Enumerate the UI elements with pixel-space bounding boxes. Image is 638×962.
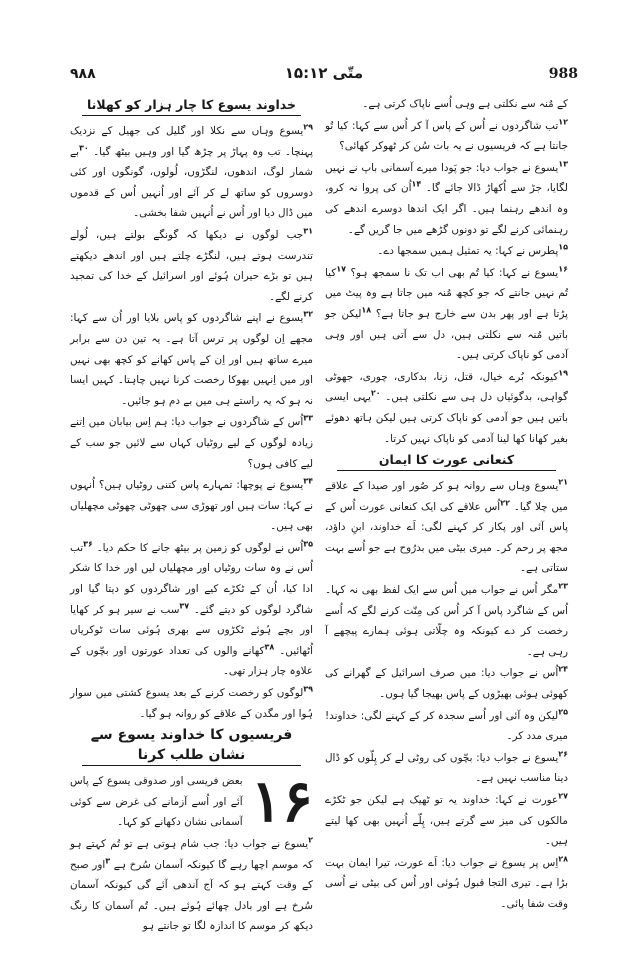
- verse-text: $^۲$یسوع نے جواب دیا: جب شام ہوتی ہے تو تُم کہتے ہو کہ موسم اچھا رہے گا کیونکہ آسمان سُرخ ہے $^۳$اور صبح کے وقت کہتے ہو کہ آج آندھی آئے گی کیونکہ آسمان سُرخ ہے اور بادل چھائے ہُوئے ہیں۔ تُم آسمان کا رنگ دیکھ کر موسم کا اندازہ لگا تو جانتے ہو: [70, 835, 313, 933]
- verse-text: $^{۲۳}$مگر اُس نے جواب میں اُس سے ایک لفظ بھی نہ کہا۔ اُس کے شاگرد پاس آ کر اُس کی مِنّت کرنے لگے کہ اُسے رخصت کر دے کیونکہ وہ چلّاتی ہوئی ہمارے پیچھے آ رہی ہے۔: [325, 581, 568, 658]
- left-column: [70, 94, 313, 933]
- verse-number: ۲: [308, 835, 313, 845]
- verse-number: ۳: [105, 856, 111, 866]
- chapter-opening: [70, 767, 313, 836]
- verse-number: ۱۵: [558, 242, 568, 252]
- verse-text: $^{۲۴}$اُس نے جواب دیا: میں صرف اسرائیل کے گھرانے کی کھوئی ہوئی بھیڑوں کے پاس بھیجا گیا ہوں۔: [325, 664, 568, 701]
- verse-number: ۱۹: [558, 368, 568, 378]
- verse-number: ۲۸: [558, 854, 568, 864]
- verse-number: ۳۰: [78, 143, 89, 153]
- verse-number: ۲۲: [500, 498, 510, 508]
- verse-number: ۲۷: [558, 791, 568, 801]
- verse-text: $^{۱۲}$تب شاگردوں نے اُس کے پاس آ کر اُس سے کہا: کیا تُو جانتا ہے کہ فریسیوں نے یہ بات سُن کر ٹھوکر کھائی؟: [325, 117, 568, 153]
- verse-text: $^{۳۵}$اُس نے لوگوں کو زمین پر بیٹھ جانے کا حکم دیا۔ $^{۳۶}$تب اُس نے وہ سات روٹیاں اور مچھلیاں لیں اور خدا کا شکر ادا کیا، اُن کے ٹکڑے کیے اور شاگردوں کو دیتا گیا اور شاگرد لوگوں کو دیتے گئے۔ $^{۳۷}$سب نے سیر ہو کر کھایا اور بچے ہُوئے ٹکڑوں سے بھری ہُوئی سات ٹوکریاں اُٹھائیں۔ $^{۳۸}$کھانے والوں کی تعداد عورتوں اور بچّوں کے علاوہ چار ہزار تھی۔: [70, 539, 313, 678]
- verse-number: ۱۶: [558, 264, 568, 274]
- page-header: [70, 66, 578, 88]
- verse-number: ۱۲: [558, 117, 568, 127]
- verse-text: $^{۳۲}$یسوع نے اپنے شاگردوں کو پاس بلایا اور اُن سے کہا: مجھے اِن لوگوں پر ترس آتا ہے۔ یہ تین دن سے برابر میرے ساتھ ہیں اور اِن کے پاس کھانے کو کچھ بھی نہیں اور میں اِنہیں بھوکا رخصت کرنا نہیں چاہتا۔ کہیں ایسا نہ ہو کہ یہ راستے ہی میں بے دم ہو جائیں۔: [70, 309, 313, 407]
- verse-number: ۳۸: [264, 642, 275, 652]
- page-number-latin: 988: [548, 66, 578, 82]
- verse-number: ۲۳: [558, 581, 568, 591]
- verse-number: ۲۴: [558, 664, 568, 674]
- verse-text: $^{۲۸}$اِس پر یسوع نے جواب دیا: اَے عورت، تیرا ایمان بہت بڑا ہے۔ تیری التجا قبول ہُوئی اور اُس کی بیٹی نے اُسی وقت شفا پائی۔: [325, 854, 568, 910]
- verse-text: $^{۱۳}$یسوع نے جواب دیا: جو پَودا میرے آسمانی باپ نے نہیں لگایا، جڑ سے اُکھاڑ ڈالا جائے گا۔ $^{۱۴}$اُن کی پروا نہ کرو، وہ اندھے رہنما ہیں۔ اگر ایک اندھا دوسرے اندھے کی رہنمائی کرنے لگے تو دونوں گڑھے میں جا گریں گے۔: [325, 159, 568, 236]
- right-column: [325, 94, 569, 910]
- verse-text: $^{۳۳}$اُس کے شاگردوں نے جواب دیا: ہم اِس بیابان میں اِتنے زیادہ لوگوں کے لیے روٹیاں کہاں سے لائیں جو سب کے لیے کافی ہوں؟: [70, 413, 313, 470]
- verse-number: ۱۴: [411, 179, 422, 189]
- section-heading-feeding-four-thousand: خداوند یسوع کا چار ہزار کو کھلانا: [82, 95, 301, 116]
- verse-number: ۳۳: [303, 413, 313, 423]
- verse-text: $^{۲۱}$یسوع وہاں سے روانہ ہو کر صُور اور صیدا کے علاقے میں چلا گیا۔ $^{۲۲}$اُس علاقے کی ایک کنعانی عورت اُس کے پاس آئی اور پکار کر کہنے لگی: اَے خداوند، ابنِ داؤد، مجھ پر رحم کر۔ میری بیٹی میں بدرُوح ہے جو اُسے بہت ستاتی ہے۔: [325, 477, 568, 575]
- verse-number: ۳۱: [303, 226, 313, 236]
- verse-text: $^{۱۹}$کیونکہ بُرے خیال، قتل، زنا، بدکاری، چوری، جھوٹی گواہی، بدگوئیاں دل ہی سے نکلتی ہیں۔ $^{۲۰}$یہی ایسی باتیں ہیں جو آدمی کو ناپاک کرتی ہیں لیکن ہاتھ دھوئے بغیر کھانا کھا لینا آدمی کو ناپاک نہیں کرتا۔: [325, 368, 568, 445]
- verse-number: ۳۵: [303, 539, 313, 549]
- verse-text: $^{۱۵}$پطرس نے کہا: یہ تمثیل ہمیں سمجھا دے۔: [377, 242, 568, 258]
- section-heading-sign-request: فریسیوں کا خداوند یسوع سے نشان طلب کرنا: [82, 725, 301, 766]
- verse-text: $^{۲۵}$لیکن وہ آئی اور اُسے سجدہ کر کے کہنے لگی: خداوند! میری مدد کر۔: [325, 707, 568, 743]
- verse-text: $^{۳۴}$یسوع نے پوچھا: تمہارے پاس کتنی روٹیاں ہیں؟ اُنہوں نے کہا: سات ہیں اور تھوڑی سی چھوٹی چھوٹی مچھلیاں بھی ہیں۔: [70, 476, 313, 533]
- chapter-number: ۱۶: [250, 767, 313, 836]
- verse-number: ۲۵: [558, 707, 568, 717]
- section-heading-canaanite-woman: کنعانی عورت کا ایمان: [337, 450, 556, 471]
- verse-text: $^{۲۷}$عورت نے کہا: خداوند یہ تو ٹھیک ہے لیکن جو ٹکڑے مالکوں کی میز سے گرتے ہیں، پِلّے اُنہیں بھی کھا لیتے ہیں۔: [325, 791, 568, 848]
- verse-text: $^{۲۶}$یسوع نے جواب دیا: بچّوں کی روٹی لے کر پِلّوں کو ڈال دینا مناسب نہیں ہے۔: [325, 749, 568, 785]
- running-head: متّی ۱۵:۱۲: [284, 64, 364, 82]
- verse-text: $^{۳۱}$جب لوگوں نے دیکھا کہ گونگے بولتے ہیں، لُولے تندرست ہوتے ہیں، لنگڑے چلتے ہیں اور اندھے دیکھتے ہیں تو بڑے حیران ہُوئے اور اسرائیل کے خدا کی تمجید کرنے لگے۔: [70, 226, 313, 303]
- verse-number: ۳۴: [303, 476, 313, 486]
- verse-number: ۱۳: [558, 159, 568, 169]
- verse-number: ۲۰: [370, 388, 381, 398]
- verse-text: $^{۲۹}$یسوع وہاں سے نکلا اور گلیل کی جھیل کے نزدیک پہنچا۔ تب وہ پہاڑ پر چڑھ گیا اور وہیں بیٹھ گیا۔ $^{۳۰}$بے شمار لوگ، اندھوں، لنگڑوں، لُولوں، گونگوں اور کئی دوسروں کو ساتھ لے کر آئے اور اُنہیں اُس کے قدموں میں ڈال دیا اور اُس نے اُنہیں شفا بخشی۔: [70, 122, 313, 220]
- verse-number: ۲۱: [558, 477, 568, 487]
- verse-number: ۳۹: [303, 684, 313, 694]
- verse-number: ۲۹: [303, 122, 313, 132]
- verse-number: ۳۲: [303, 309, 313, 319]
- verse-number: ۳۷: [179, 601, 190, 611]
- page-number-urdu: ۹۸۸: [70, 66, 96, 82]
- verse-number: ۲۶: [558, 749, 568, 759]
- verse-text: کے مُنہ سے نکلتی ہے وہی اُسے ناپاک کرتی ہے۔: [362, 98, 568, 110]
- verse-number: ۳۶: [83, 539, 93, 549]
- verse-text: بعض فریسی اور صدوقی یسوع کے پاس آئے اور اُسے آزمانے کی غرض سے کوئی آسمانی نشان دکھانے کو کہا۔: [70, 775, 243, 829]
- verse-number: ۱۷: [336, 264, 347, 274]
- verse-text: $^{۳۹}$لوگوں کو رخصت کرنے کے بعد یسوع کشتی میں سوار ہُوا اور مگدن کے علاقے کو روانہ ہو گیا۔: [70, 684, 313, 720]
- verse-number: ۱۸: [361, 305, 372, 315]
- verse-text: $^{۱۶}$یسوع نے کہا: کیا تُم بھی اب تک نا سمجھ ہو؟ $^{۱۷}$کیا تُم نہیں جانتے کہ جو کچھ مُنہ میں جاتا ہے وہ پیٹ میں پڑتا ہے اور پھر بدن سے خارج ہو جاتا ہے؟ $^{۱۸}$لیکن جو باتیں مُنہ سے نکلتی ہیں، دل سے آتی ہیں اور وہی آدمی کو ناپاک کرتی ہیں۔: [325, 264, 569, 362]
